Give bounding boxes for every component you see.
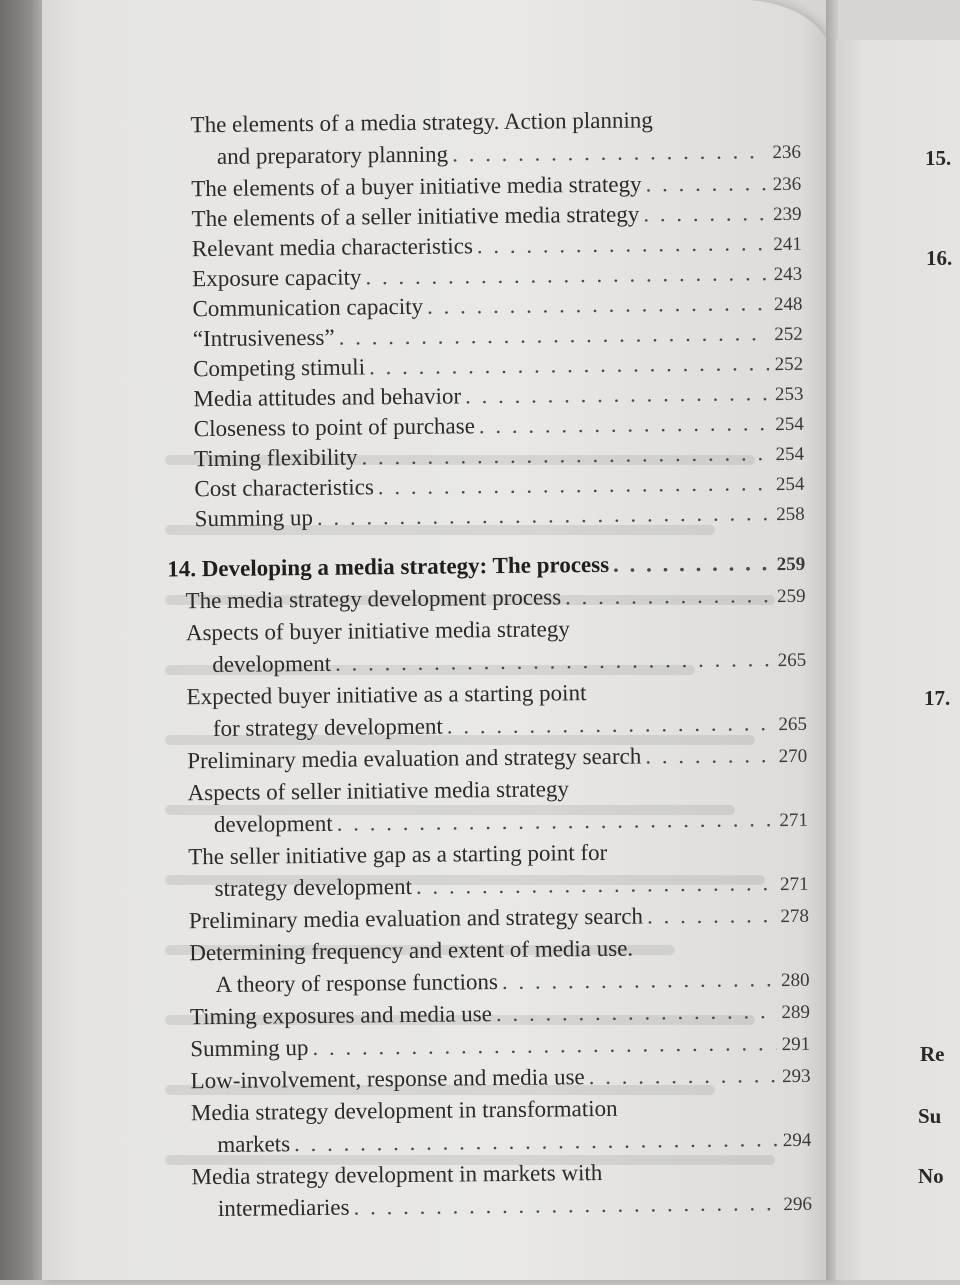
leader-dots <box>613 547 771 581</box>
toc-page-number: 236 <box>772 141 802 164</box>
toc-page-number: 270 <box>778 745 808 768</box>
toc-page-number: 258 <box>776 503 805 526</box>
toc-entry-title-line: Aspects of seller initiative media strategy <box>187 776 569 806</box>
toc-entry <box>186 675 807 745</box>
toc-entry-title-line: Media strategy development in markets with <box>191 1159 603 1190</box>
toc-page-number: 259 <box>776 553 806 576</box>
right-page-chapter-number: 15. <box>925 146 952 170</box>
toc-entry-title: markets <box>217 1131 291 1157</box>
toc-page-number: 236 <box>772 173 802 196</box>
toc-entry-title: intermediaries <box>217 1194 350 1221</box>
toc-entry-title: Relevant media characteristics <box>191 233 473 262</box>
leader-dots <box>643 197 768 230</box>
leader-dots <box>647 899 775 932</box>
toc-page-number: 254 <box>775 473 805 496</box>
right-page-chapter-number: 17. <box>924 686 951 710</box>
toc-page-number: 259 <box>776 585 806 608</box>
toc-page-number: 291 <box>781 1033 811 1056</box>
leader-dots <box>416 867 775 903</box>
toc-page-number: 278 <box>780 905 810 928</box>
toc-entry <box>195 497 805 535</box>
leader-dots <box>335 643 773 680</box>
toc-entry <box>191 1155 812 1225</box>
toc-page-number: 280 <box>780 969 810 992</box>
right-page-section-heading: Re <box>920 1042 945 1066</box>
chapter-title: 14. Developing a media strategy: The process <box>167 551 610 582</box>
toc-entry <box>191 1091 812 1161</box>
toc-entry-title-line: The seller initiative gap as a starting point for <box>188 839 608 870</box>
leader-dots <box>645 167 767 200</box>
toc-entry-title: Timing flexibility <box>193 444 358 472</box>
toc-page-number: 296 <box>783 1193 813 1216</box>
toc-entry <box>187 771 808 841</box>
leader-dots <box>317 497 771 534</box>
toc-page-number: 294 <box>782 1129 812 1152</box>
toc-entry-title: Low-involvement, response and media use <box>190 1064 585 1094</box>
toc-entry-title: Media attitudes and behavior <box>193 383 462 412</box>
toc-entry-title: Exposure capacity <box>192 264 362 292</box>
leader-dots <box>496 995 776 1030</box>
toc-page-number: 271 <box>779 873 809 896</box>
leader-dots <box>565 579 772 613</box>
right-page-section-heading: No <box>918 1164 944 1188</box>
toc-entry-title: development <box>212 650 332 678</box>
leader-dots <box>452 135 767 170</box>
leader-dots <box>502 963 776 998</box>
toc-entry <box>189 931 810 1001</box>
leader-dots <box>312 1027 776 1064</box>
leader-dots <box>645 739 773 772</box>
toc-entry-title: Summing up <box>194 504 314 532</box>
toc-page-number: 254 <box>775 443 805 466</box>
toc-page-number: 248 <box>773 293 803 316</box>
toc-entry-title-line: Aspects of buyer initiative media strategy <box>185 616 570 646</box>
leader-dots <box>294 1123 777 1160</box>
leader-dots <box>447 707 773 742</box>
toc-entry-title: Closeness to point of purchase <box>193 413 475 442</box>
right-page-chapter-number: 16. <box>926 246 953 270</box>
toc-page-number: 265 <box>777 649 807 672</box>
toc-entry-title: for strategy development <box>212 713 443 742</box>
toc-entry-title: Timing exposures and media use <box>189 1001 493 1030</box>
toc-page-number: 253 <box>774 383 804 406</box>
toc-entry-title: Cost characteristics <box>194 474 374 502</box>
toc-entry-title-line: Expected buyer initiative as a starting point <box>186 680 587 710</box>
toc-page-number: 293 <box>781 1065 811 1088</box>
toc-entry-title-line: Determining frequency and extent of media use. <box>189 935 634 966</box>
right-page-section-heading: Su <box>918 1104 942 1128</box>
leader-dots <box>337 803 775 840</box>
toc-page-number: 239 <box>772 203 802 226</box>
leader-dots <box>589 1059 777 1093</box>
toc-entry-title: Preliminary media evaluation and strategy search <box>187 743 642 774</box>
toc-page-number: 265 <box>778 713 808 736</box>
toc-entry-title-line: The elements of a media strategy. Action planning <box>190 107 653 138</box>
toc-entry-title: “Intrusiveness” <box>192 324 335 352</box>
toc-entry-title: development <box>213 810 333 838</box>
toc-entry-title: Summing up <box>190 1035 309 1062</box>
toc-entry-title-line: Media strategy development in transformation <box>190 1095 618 1126</box>
toc-entry-title: The media strategy development process <box>185 584 562 614</box>
toc-entry-title: strategy development <box>214 873 413 902</box>
leader-dots <box>353 1187 778 1223</box>
toc-entry-title: Communication capacity <box>192 293 424 322</box>
toc-page-number: 254 <box>775 413 804 436</box>
toc-entry-title: Preliminary media evaluation and strategy search <box>188 903 644 934</box>
toc-entry <box>188 835 809 905</box>
toc-page-number: 271 <box>779 809 809 832</box>
toc-entry-title: Competing stimuli <box>193 354 366 382</box>
toc-entry <box>190 103 801 173</box>
toc-entry-title: The elements of a buyer initiative media strategy <box>191 171 642 202</box>
toc-page-number: 289 <box>781 1001 811 1024</box>
toc-page-number: 252 <box>774 323 803 346</box>
toc-page-number: 241 <box>773 233 802 256</box>
toc-entry-title: and preparatory planning <box>216 141 449 169</box>
toc-entry <box>186 611 807 681</box>
toc-entry-title: The elements of a seller initiative media strategy <box>191 201 640 232</box>
toc-page-number: 243 <box>773 263 803 286</box>
toc-entry-title: A theory of response functions <box>215 969 499 997</box>
toc-page-number: 252 <box>774 353 804 376</box>
